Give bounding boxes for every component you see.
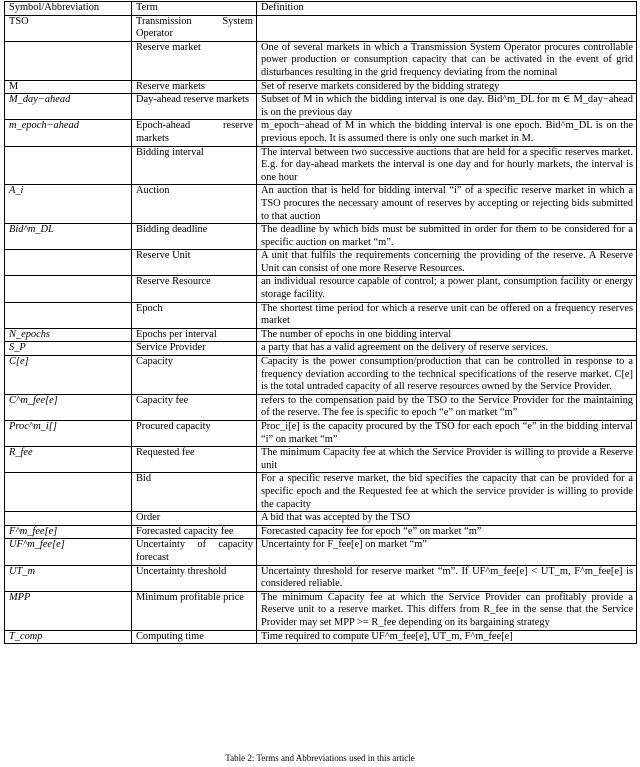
table-row: [5, 447, 637, 473]
table-row: [5, 15, 637, 41]
definition-cell: A bid that was accepted by the TSO: [257, 512, 637, 526]
definition-cell: an individual resource capable of control; a power plant, consumption facility or energy storage facility.: [257, 276, 637, 302]
term-cell: Auction: [132, 185, 257, 224]
terms-table: [4, 1, 637, 644]
symbol-cell: M: [5, 80, 132, 94]
symbol-cell: C^m_fee[e]: [5, 394, 132, 420]
table-body: [5, 15, 637, 644]
symbol-cell: C[e]: [5, 356, 132, 395]
table-row: [5, 80, 637, 94]
header-term: Term: [132, 2, 257, 16]
term-cell: Bid: [132, 473, 257, 512]
symbol-cell: TSO: [5, 15, 132, 41]
symbol-cell: M_day−ahead: [5, 94, 132, 120]
symbol-cell: UT_m: [5, 565, 132, 591]
definition-cell: The number of epochs in one bidding interval: [257, 328, 637, 342]
table-row: [5, 41, 637, 80]
term-cell: Reserve Unit: [132, 250, 257, 276]
term-cell: Epochs per interval: [132, 328, 257, 342]
table-caption: Table 2: Terms and Abbreviations used in this article: [225, 753, 415, 763]
term-cell: Forecasted capacity fee: [132, 525, 257, 539]
term-cell: Procured capacity: [132, 421, 257, 447]
term-cell: Service Provider: [132, 342, 257, 356]
symbol-cell: R_fee: [5, 447, 132, 473]
table-row: [5, 185, 637, 224]
definition-cell: Forecasted capacity fee for epoch “e” on market “m”: [257, 525, 637, 539]
symbol-cell: A_i: [5, 185, 132, 224]
table-row: [5, 591, 637, 630]
symbol-cell: N_epochs: [5, 328, 132, 342]
definition-cell: One of several markets in which a Transmission System Operator procures controllable power production or consumption capacity that can be activated in the event of grid disturbances resulting in the grid frequency deviating from the nominal: [257, 41, 637, 80]
term-cell: Order: [132, 512, 257, 526]
table-row: [5, 120, 637, 146]
table-row: [5, 224, 637, 250]
term-cell: Bidding interval: [132, 146, 257, 185]
symbol-cell: [5, 146, 132, 185]
definition-cell: The minimum Capacity fee at which the Service Provider is willing to provide a Reserve unit: [257, 447, 637, 473]
table-row: [5, 525, 637, 539]
term-cell: Uncertainty threshold: [132, 565, 257, 591]
table-row: [5, 302, 637, 328]
table-row: [5, 421, 637, 447]
table-row: [5, 328, 637, 342]
definition-cell: The shortest time period for which a reserve unit can be offered on a frequency reserves market: [257, 302, 637, 328]
term-cell: Reserve markets: [132, 80, 257, 94]
table-row: [5, 276, 637, 302]
term-cell: Minimum profitable price: [132, 591, 257, 630]
definition-cell: The interval between two successive auctions that are held for a specific reserves market. E.g. for day-ahead markets the interval is one day and for hourly markets, the interval is one hour: [257, 146, 637, 185]
table-row: [5, 565, 637, 591]
table-row: [5, 630, 637, 644]
symbol-cell: UF^m_fee[e]: [5, 539, 132, 565]
term-cell: Epoch-ahead reserve markets: [132, 120, 257, 146]
term-cell: Day-ahead reserve markets: [132, 94, 257, 120]
header-row: [5, 2, 637, 16]
definition-cell: refers to the compensation paid by the TSO to the Service Provider for the maintaining of the reserve. The fee is specific to epoch “e” on market “m”: [257, 394, 637, 420]
definition-cell: Capacity is the power consumption/production that can be controlled in response to a frequency deviation according to the technical specifications of the reserve market. C[e] is the total untraded capacity of all reserve resources owned by the Service Provider.: [257, 356, 637, 395]
definition-cell: m_epoch−ahead of M in which the bidding interval is one epoch. Bid^m_DL is on the previous epoch. It is assumed there is only one such market in M.: [257, 120, 637, 146]
term-cell: Reserve Resource: [132, 276, 257, 302]
table-row: [5, 250, 637, 276]
table-row: [5, 539, 637, 565]
symbol-cell: Bid^m_DL: [5, 224, 132, 250]
header-symbol: Symbol/Abbreviation: [5, 2, 132, 16]
table-row: [5, 342, 637, 356]
table-row: [5, 94, 637, 120]
definition-cell: Time required to compute UF^m_fee[e], UT_m, F^m_fee[e]: [257, 630, 637, 644]
symbol-cell: [5, 473, 132, 512]
symbol-cell: [5, 250, 132, 276]
symbol-cell: [5, 276, 132, 302]
table-row: [5, 512, 637, 526]
definition-cell: [257, 15, 637, 41]
definition-cell: Uncertainty for F_fee[e] on market “m”: [257, 539, 637, 565]
term-cell: Reserve market: [132, 41, 257, 80]
symbol-cell: F^m_fee[e]: [5, 525, 132, 539]
symbol-cell: MPP: [5, 591, 132, 630]
term-cell: Bidding deadline: [132, 224, 257, 250]
definition-cell: An auction that is held for bidding interval “i” of a specific reserve market in which a TSO procures the necessary amount of reserves by accepting or rejecting bids submitted to that auction: [257, 185, 637, 224]
definition-cell: For a specific reserve market, the bid specifies the capacity that can be provided for a specific epoch and the Requested fee at which the service provider is willing to provide the capacity: [257, 473, 637, 512]
definition-cell: The deadline by which bids must be submitted in order for them to be considered for a specific auction on market “m”.: [257, 224, 637, 250]
table-row: [5, 473, 637, 512]
term-cell: Uncertainty of capacity forecast: [132, 539, 257, 565]
symbol-cell: T_comp: [5, 630, 132, 644]
symbol-cell: m_epoch−ahead: [5, 120, 132, 146]
definition-cell: Uncertainty threshold for reserve market “m”. If UF^m_fee[e] < UT_m, F^m_fee[e] is considered reliable.: [257, 565, 637, 591]
symbol-cell: [5, 41, 132, 80]
definition-cell: a party that has a valid agreement on the delivery of reserve services.: [257, 342, 637, 356]
table-row: [5, 356, 637, 395]
symbol-cell: [5, 302, 132, 328]
definition-cell: A unit that fulfils the requirements concerning the providing of the reserve. A Reserve Unit can consist of one more Reserve Resources.: [257, 250, 637, 276]
symbol-cell: [5, 512, 132, 526]
table-row: [5, 146, 637, 185]
term-cell: Capacity fee: [132, 394, 257, 420]
definition-cell: Set of reserve markets considered by the bidding strategy: [257, 80, 637, 94]
symbol-cell: Proc^m_i[]: [5, 421, 132, 447]
term-cell: Computing time: [132, 630, 257, 644]
definition-cell: The minimum Capacity fee at which the Service Provider can profitably provide a Reserve unit to a reserve market. This differs from R_fee in the sense that the Service Provider may set MPP >= R_fee depending on its bargaining strategy: [257, 591, 637, 630]
table-row: [5, 394, 637, 420]
header-definition: Definition: [257, 2, 637, 16]
definition-cell: Proc_i[e] is the capacity procured by the TSO for each epoch “e” in the bidding interval “i” on market “m”: [257, 421, 637, 447]
term-cell: Requested fee: [132, 447, 257, 473]
symbol-cell: S_P: [5, 342, 132, 356]
term-cell: Epoch: [132, 302, 257, 328]
definition-cell: Subset of M in which the bidding interval is one day. Bid^m_DL for m ∈ M_day−ahead is on the previous day: [257, 94, 637, 120]
term-cell: Capacity: [132, 356, 257, 395]
term-cell: Transmission System Operator: [132, 15, 257, 41]
